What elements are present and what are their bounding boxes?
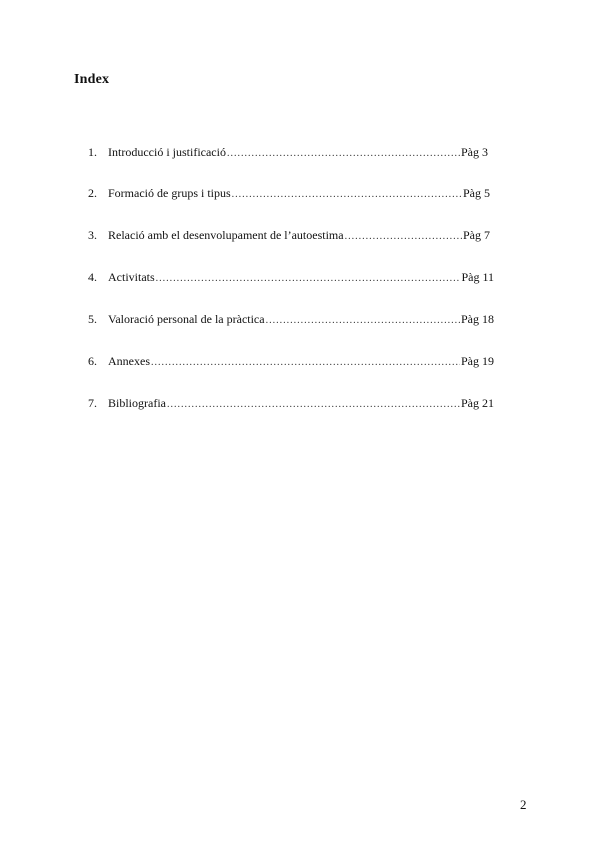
toc-entry: [88, 312, 494, 328]
toc-entry-page: Pàg 7: [463, 228, 490, 242]
toc-entry-title: Relació amb el desenvolupament de l’autoestima: [108, 228, 344, 242]
toc-entry-page: Pàg 11: [461, 270, 494, 284]
index-heading: Index: [74, 72, 110, 87]
toc-entry-title: Bibliografia: [108, 396, 166, 410]
toc-entry: [88, 145, 488, 161]
toc-entry-number: 4.: [88, 270, 97, 284]
toc-entry-title: Activitats: [108, 270, 155, 284]
toc-dot-leader: [167, 399, 460, 410]
toc-dot-leader: [266, 315, 460, 326]
toc-dot-leader: [232, 189, 462, 200]
toc-entry-title: Valoració personal de la pràctica: [108, 312, 265, 326]
toc-dot-leader: [151, 357, 460, 368]
toc-dot-leader: [345, 231, 462, 242]
toc-dot-leader: [156, 273, 461, 284]
page-number: 2: [520, 797, 527, 812]
toc-entry-title: Annexes: [108, 354, 150, 368]
toc-entry: [88, 354, 494, 370]
toc-entry-page: Pàg 3: [461, 145, 488, 159]
toc-entry-number: 5.: [88, 312, 97, 326]
toc-entry-number: 2.: [88, 186, 97, 200]
toc-entry-number: 3.: [88, 228, 97, 242]
toc-dot-leader: [227, 148, 460, 159]
toc-entry: [88, 228, 490, 244]
toc-entry-number: 7.: [88, 396, 97, 410]
toc-entry-number: 6.: [88, 354, 97, 368]
toc-entry: [88, 186, 490, 202]
toc-entry-number: 1.: [88, 145, 97, 159]
toc-entry-title: Formació de grups i tipus: [108, 186, 231, 200]
toc-entry-page: Pàg 5: [463, 186, 490, 200]
toc-entry: [88, 396, 494, 412]
toc-entry-page: Pàg 19: [461, 354, 494, 368]
toc-entry-page: Pàg 18: [461, 312, 494, 326]
toc-entry: [88, 270, 494, 286]
toc-entry-page: Pàg 21: [461, 396, 494, 410]
toc-entry-title: Introducció i justificació: [108, 145, 226, 159]
